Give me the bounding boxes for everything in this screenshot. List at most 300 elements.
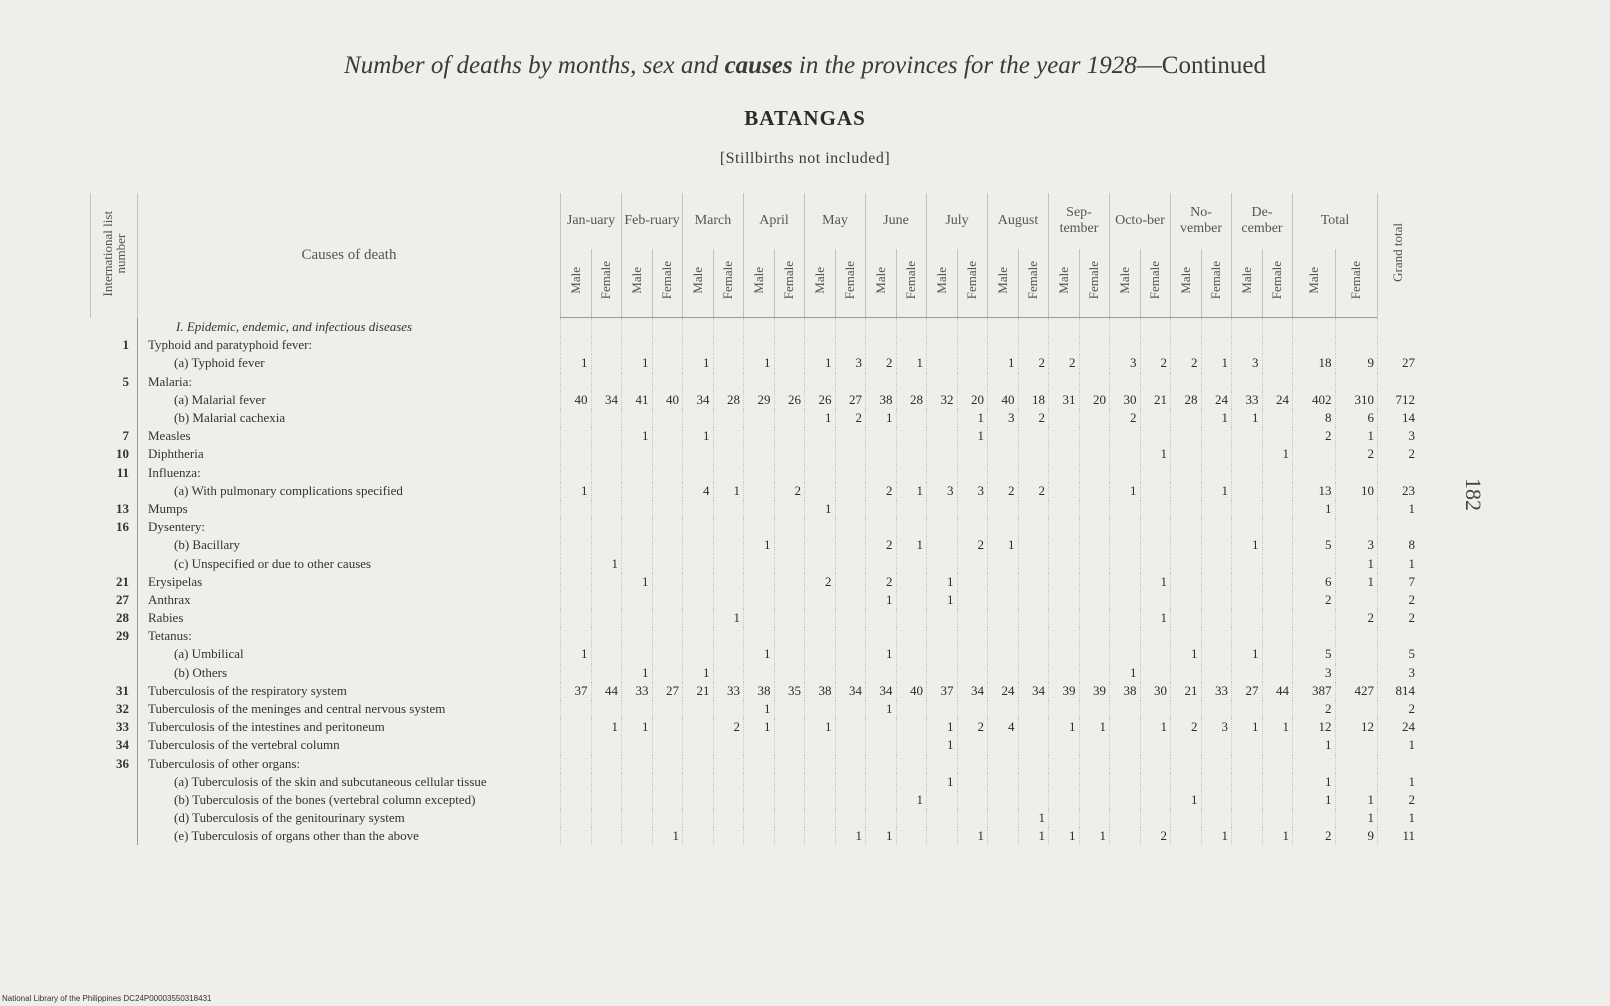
count-cell xyxy=(561,773,592,791)
female-header: Female xyxy=(1262,249,1293,318)
count-cell xyxy=(1079,427,1110,445)
count-cell xyxy=(713,664,744,682)
list-number-cell: 33 xyxy=(116,719,129,735)
count-cell: 1 xyxy=(591,718,622,736)
count-cell: 20 xyxy=(957,391,988,409)
list-number-cell: 34 xyxy=(116,737,129,753)
count-cell: 2 xyxy=(866,536,897,554)
count-cell: 2 xyxy=(1110,409,1141,427)
count-cell xyxy=(1262,645,1293,663)
count-cell xyxy=(896,609,927,627)
count-cell: 1 xyxy=(622,573,653,591)
count-cell xyxy=(896,718,927,736)
count-cell xyxy=(1110,736,1141,754)
count-cell: 40 xyxy=(896,682,927,700)
count-cell: 1 xyxy=(561,354,592,372)
count-cell xyxy=(1262,409,1293,427)
male-header: Male xyxy=(1293,249,1336,318)
count-cell xyxy=(835,518,866,536)
count-cell xyxy=(683,318,714,337)
count-cell: 2 xyxy=(1018,354,1049,372)
count-cell xyxy=(1232,609,1263,627)
count-cell xyxy=(1049,445,1080,463)
count-cell xyxy=(774,336,805,354)
count-cell xyxy=(1171,464,1202,482)
count-cell xyxy=(1018,427,1049,445)
total-cell: 1 xyxy=(1335,791,1378,809)
table-row xyxy=(91,554,1419,572)
count-cell xyxy=(1262,573,1293,591)
count-cell xyxy=(1018,609,1049,627)
count-cell xyxy=(1171,809,1202,827)
count-cell: 1 xyxy=(622,354,653,372)
count-cell xyxy=(988,736,1019,754)
count-cell xyxy=(774,591,805,609)
count-cell xyxy=(713,336,744,354)
male-header: Male xyxy=(561,249,592,318)
count-cell xyxy=(1201,809,1232,827)
count-cell xyxy=(1049,373,1080,391)
count-cell xyxy=(1201,645,1232,663)
cause-cell: (a) Tuberculosis of the skin and subcutaneous cellular tissue xyxy=(138,773,561,791)
count-cell xyxy=(957,700,988,718)
count-cell xyxy=(744,445,775,463)
count-cell xyxy=(1262,609,1293,627)
count-cell xyxy=(1110,773,1141,791)
count-cell: 1 xyxy=(1140,573,1171,591)
count-cell xyxy=(1171,664,1202,682)
count-cell xyxy=(744,827,775,845)
count-cell xyxy=(866,809,897,827)
count-cell: 32 xyxy=(927,391,958,409)
count-cell xyxy=(896,773,927,791)
count-cell xyxy=(1049,427,1080,445)
count-cell xyxy=(957,773,988,791)
count-cell xyxy=(1049,464,1080,482)
count-cell xyxy=(1201,627,1232,645)
cause-cell: Rabies xyxy=(138,609,561,627)
count-cell: 40 xyxy=(652,391,683,409)
count-cell xyxy=(683,591,714,609)
month-header: Feb-ruary xyxy=(622,193,683,249)
count-cell xyxy=(683,445,714,463)
count-cell xyxy=(805,827,836,845)
count-cell xyxy=(1232,464,1263,482)
count-cell xyxy=(1262,318,1293,337)
count-cell: 1 xyxy=(591,554,622,572)
cause-cell: (a) With pulmonary complications specified xyxy=(138,482,561,500)
female-header: Female xyxy=(896,249,927,318)
table-row xyxy=(91,354,1419,372)
count-cell xyxy=(561,718,592,736)
count-cell xyxy=(835,591,866,609)
total-cell xyxy=(1293,336,1336,354)
count-cell: 37 xyxy=(927,682,958,700)
count-cell xyxy=(622,755,653,773)
count-cell xyxy=(1201,664,1232,682)
count-cell xyxy=(896,755,927,773)
count-cell: 21 xyxy=(1140,391,1171,409)
count-cell xyxy=(927,336,958,354)
table-row xyxy=(91,318,1419,337)
count-cell xyxy=(1110,573,1141,591)
count-cell xyxy=(652,591,683,609)
count-cell xyxy=(713,373,744,391)
cause-cell: Erysipelas xyxy=(138,573,561,591)
count-cell xyxy=(561,809,592,827)
count-cell xyxy=(1079,627,1110,645)
count-cell xyxy=(1110,427,1141,445)
count-cell xyxy=(1079,645,1110,663)
count-cell xyxy=(805,427,836,445)
total-cell xyxy=(1335,500,1378,518)
count-cell: 1 xyxy=(866,591,897,609)
table-row xyxy=(91,409,1419,427)
count-cell xyxy=(1110,500,1141,518)
count-cell xyxy=(1201,736,1232,754)
total-cell xyxy=(1335,664,1378,682)
count-cell xyxy=(957,500,988,518)
count-cell xyxy=(835,700,866,718)
table-row xyxy=(91,536,1419,554)
count-cell xyxy=(622,627,653,645)
count-cell: 44 xyxy=(1262,682,1293,700)
count-cell xyxy=(1079,700,1110,718)
count-cell: 38 xyxy=(1110,682,1141,700)
male-header: Male xyxy=(1049,249,1080,318)
count-cell xyxy=(1171,700,1202,718)
count-cell xyxy=(1110,645,1141,663)
count-cell xyxy=(1232,573,1263,591)
count-cell xyxy=(1201,609,1232,627)
count-cell xyxy=(774,354,805,372)
count-cell xyxy=(1079,755,1110,773)
count-cell xyxy=(1171,536,1202,554)
total-header: Total xyxy=(1293,193,1378,249)
count-cell xyxy=(1110,554,1141,572)
count-cell xyxy=(591,773,622,791)
count-cell xyxy=(774,573,805,591)
count-cell xyxy=(683,791,714,809)
count-cell xyxy=(835,336,866,354)
count-cell xyxy=(1049,554,1080,572)
count-cell xyxy=(744,664,775,682)
page-title: Number of deaths by months, sex and causes in the provinces for the year 1928—Continued xyxy=(344,52,1266,79)
count-cell xyxy=(866,718,897,736)
cause-cell: Tuberculosis of the meninges and central nervous system xyxy=(138,700,561,718)
grand-total-cell: 2 xyxy=(1378,591,1419,609)
count-cell: 1 xyxy=(896,354,927,372)
count-cell xyxy=(1232,755,1263,773)
cause-cell: (a) Typhoid fever xyxy=(138,354,561,372)
table-row xyxy=(91,573,1419,591)
count-cell xyxy=(1201,573,1232,591)
count-cell xyxy=(805,791,836,809)
count-cell xyxy=(561,791,592,809)
count-cell xyxy=(1079,791,1110,809)
cause-cell: Influenza: xyxy=(138,464,561,482)
count-cell xyxy=(774,554,805,572)
count-cell xyxy=(1232,373,1263,391)
count-cell xyxy=(1110,536,1141,554)
grand-total-cell: 1 xyxy=(1378,554,1419,572)
count-cell xyxy=(805,464,836,482)
count-cell: 1 xyxy=(896,791,927,809)
count-cell xyxy=(835,464,866,482)
grand-total-cell: 5 xyxy=(1378,645,1419,663)
count-cell xyxy=(988,573,1019,591)
count-cell xyxy=(774,664,805,682)
count-cell xyxy=(1018,645,1049,663)
grand-total-cell: 814 xyxy=(1378,682,1419,700)
count-cell xyxy=(1079,336,1110,354)
count-cell: 40 xyxy=(561,391,592,409)
cause-cell: Anthrax xyxy=(138,591,561,609)
count-cell xyxy=(1018,573,1049,591)
count-cell xyxy=(1171,336,1202,354)
count-cell xyxy=(1232,773,1263,791)
male-header: Male xyxy=(622,249,653,318)
count-cell xyxy=(835,627,866,645)
count-cell xyxy=(896,827,927,845)
cause-cell: (a) Malarial fever xyxy=(138,391,561,409)
count-cell xyxy=(896,318,927,337)
total-cell xyxy=(1335,700,1378,718)
count-cell: 1 xyxy=(927,736,958,754)
count-cell xyxy=(744,409,775,427)
count-cell xyxy=(927,809,958,827)
count-cell xyxy=(927,373,958,391)
count-cell xyxy=(988,791,1019,809)
list-number-cell: 1 xyxy=(122,337,129,353)
count-cell xyxy=(713,318,744,337)
count-cell xyxy=(774,736,805,754)
count-cell xyxy=(1049,409,1080,427)
count-cell xyxy=(805,482,836,500)
count-cell xyxy=(1140,791,1171,809)
total-cell: 1 xyxy=(1293,773,1336,791)
count-cell xyxy=(683,518,714,536)
count-cell: 34 xyxy=(1018,682,1049,700)
count-cell: 1 xyxy=(896,536,927,554)
cause-cell: (a) Umbilical xyxy=(138,645,561,663)
count-cell xyxy=(591,427,622,445)
total-cell: 1 xyxy=(1293,791,1336,809)
count-cell xyxy=(652,573,683,591)
count-cell xyxy=(774,464,805,482)
count-cell xyxy=(1232,318,1263,337)
count-cell: 2 xyxy=(957,536,988,554)
list-number-cell: 27 xyxy=(116,591,129,607)
count-cell xyxy=(1171,518,1202,536)
count-cell xyxy=(591,409,622,427)
count-cell xyxy=(774,700,805,718)
total-cell: 13 xyxy=(1293,482,1336,500)
count-cell: 1 xyxy=(1262,827,1293,845)
total-cell: 1 xyxy=(1335,573,1378,591)
total-cell: 10 xyxy=(1335,482,1378,500)
count-cell xyxy=(835,773,866,791)
total-cell: 2 xyxy=(1293,591,1336,609)
count-cell: 1 xyxy=(866,409,897,427)
count-cell xyxy=(652,536,683,554)
count-cell xyxy=(713,827,744,845)
count-cell xyxy=(774,318,805,337)
count-cell xyxy=(774,645,805,663)
count-cell xyxy=(652,718,683,736)
count-cell xyxy=(1079,318,1110,337)
month-header: De-cember xyxy=(1232,193,1293,249)
count-cell: 33 xyxy=(1201,682,1232,700)
count-cell xyxy=(683,809,714,827)
count-cell xyxy=(744,373,775,391)
count-cell: 27 xyxy=(1232,682,1263,700)
count-cell xyxy=(1262,336,1293,354)
count-cell xyxy=(1079,409,1110,427)
table-row xyxy=(91,391,1419,409)
count-cell xyxy=(1018,773,1049,791)
count-cell xyxy=(805,755,836,773)
count-cell xyxy=(957,518,988,536)
count-cell xyxy=(622,482,653,500)
count-cell xyxy=(1262,700,1293,718)
count-cell: 1 xyxy=(652,827,683,845)
count-cell xyxy=(1232,736,1263,754)
count-cell xyxy=(1049,336,1080,354)
count-cell: 1 xyxy=(1201,409,1232,427)
count-cell xyxy=(896,464,927,482)
month-header: March xyxy=(683,193,744,249)
count-cell xyxy=(1079,664,1110,682)
total-cell xyxy=(1335,773,1378,791)
count-cell xyxy=(1171,827,1202,845)
count-cell xyxy=(927,554,958,572)
count-cell xyxy=(1110,791,1141,809)
count-cell xyxy=(1262,464,1293,482)
count-cell: 28 xyxy=(896,391,927,409)
count-cell xyxy=(1262,627,1293,645)
count-cell xyxy=(622,409,653,427)
archive-note: National Library of the Philippines DC24P00003550318431 xyxy=(2,994,212,1003)
total-cell: 9 xyxy=(1335,354,1378,372)
cause-cell: Typhoid and paratyphoid fever: xyxy=(138,336,561,354)
count-cell xyxy=(561,336,592,354)
count-cell xyxy=(744,318,775,337)
count-cell xyxy=(591,518,622,536)
total-cell: 310 xyxy=(1335,391,1378,409)
count-cell xyxy=(866,736,897,754)
count-cell xyxy=(957,554,988,572)
count-cell xyxy=(713,627,744,645)
count-cell xyxy=(835,609,866,627)
count-cell xyxy=(622,536,653,554)
count-cell xyxy=(713,773,744,791)
count-cell xyxy=(988,518,1019,536)
count-cell: 39 xyxy=(1049,682,1080,700)
count-cell xyxy=(713,755,744,773)
count-cell xyxy=(805,591,836,609)
count-cell xyxy=(774,627,805,645)
count-cell xyxy=(1262,755,1293,773)
count-cell: 30 xyxy=(1110,391,1141,409)
total-cell xyxy=(1335,336,1378,354)
count-cell xyxy=(927,755,958,773)
count-cell xyxy=(591,609,622,627)
male-header: Male xyxy=(988,249,1019,318)
count-cell xyxy=(1262,791,1293,809)
count-cell: 2 xyxy=(1140,354,1171,372)
count-cell xyxy=(561,445,592,463)
total-cell: 2 xyxy=(1335,609,1378,627)
count-cell: 1 xyxy=(1049,827,1080,845)
count-cell xyxy=(1171,773,1202,791)
count-cell xyxy=(713,700,744,718)
table-row xyxy=(91,827,1419,845)
count-cell xyxy=(652,409,683,427)
list-number-cell xyxy=(91,554,138,572)
count-cell xyxy=(988,427,1019,445)
count-cell xyxy=(622,445,653,463)
total-cell xyxy=(1293,554,1336,572)
count-cell xyxy=(683,554,714,572)
count-cell xyxy=(1018,373,1049,391)
count-cell: 1 xyxy=(957,827,988,845)
table-row xyxy=(91,664,1419,682)
table-row xyxy=(91,336,1419,354)
count-cell xyxy=(896,445,927,463)
count-cell: 1 xyxy=(744,645,775,663)
table-row xyxy=(91,736,1419,754)
count-cell xyxy=(1049,736,1080,754)
count-cell: 24 xyxy=(1201,391,1232,409)
count-cell: 2 xyxy=(866,354,897,372)
total-cell: 1 xyxy=(1293,500,1336,518)
count-cell xyxy=(744,336,775,354)
count-cell: 1 xyxy=(1049,718,1080,736)
total-cell: 1 xyxy=(1335,809,1378,827)
count-cell xyxy=(561,318,592,337)
count-cell xyxy=(622,773,653,791)
grand-total-cell: 8 xyxy=(1378,536,1419,554)
count-cell xyxy=(652,645,683,663)
count-cell xyxy=(561,373,592,391)
count-cell xyxy=(1201,518,1232,536)
count-cell: 1 xyxy=(927,718,958,736)
count-cell xyxy=(805,773,836,791)
total-cell xyxy=(1335,464,1378,482)
month-header: August xyxy=(988,193,1049,249)
grand-total-cell: 2 xyxy=(1378,700,1419,718)
count-cell: 1 xyxy=(957,409,988,427)
count-cell xyxy=(1140,554,1171,572)
count-cell xyxy=(652,373,683,391)
count-cell xyxy=(1140,518,1171,536)
count-cell: 1 xyxy=(1262,445,1293,463)
grand-total-header: Grand total xyxy=(1378,193,1419,318)
count-cell xyxy=(988,373,1019,391)
count-cell xyxy=(1201,500,1232,518)
count-cell: 2 xyxy=(866,482,897,500)
count-cell xyxy=(683,827,714,845)
count-cell xyxy=(1232,482,1263,500)
count-cell xyxy=(957,736,988,754)
count-cell: 38 xyxy=(744,682,775,700)
count-cell xyxy=(1018,518,1049,536)
count-cell xyxy=(896,627,927,645)
count-cell xyxy=(1079,536,1110,554)
count-cell xyxy=(561,700,592,718)
count-cell xyxy=(835,791,866,809)
